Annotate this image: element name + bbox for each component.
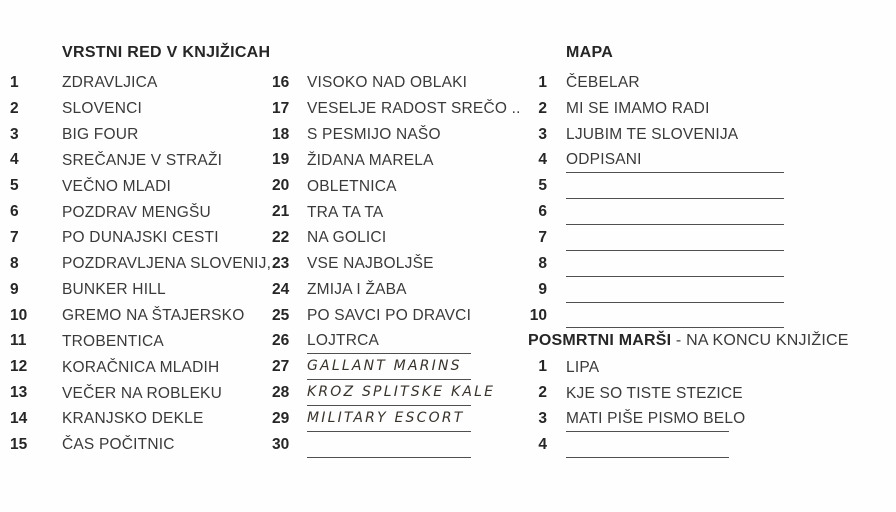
item-number: 16 [272,73,290,91]
item-text: OBLETNICA [307,177,397,195]
order-list-header: VRSTNI RED V KNJIŽICAH [62,44,271,61]
list-item [524,251,784,277]
list-item [524,277,784,303]
blank-line [566,173,784,199]
list-item [524,122,784,148]
item-number: 2 [10,99,19,117]
funeral-marches-header [528,329,849,355]
item-number: 8 [538,254,547,272]
item-text: LIPA [566,358,600,376]
list-item [272,406,521,432]
item-number: 4 [538,435,547,453]
list-item [524,406,746,432]
list-item [524,199,784,225]
list-item [10,148,271,174]
blank-line [566,432,729,458]
item-number: 2 [538,384,547,402]
item-number: 3 [538,125,547,143]
item-text: KJE SO TISTE STEZICE [566,384,743,402]
item-number: 8 [10,254,19,272]
item-number: 13 [10,384,28,402]
order-list-16-30 [272,70,521,458]
list-item [272,96,521,122]
list-item [10,251,271,277]
list-item [10,96,271,122]
blank-line [566,251,784,277]
list-item [10,173,271,199]
item-number: 14 [10,409,28,427]
item-number: 29 [272,409,290,427]
list-item [10,70,271,96]
item-number: 21 [272,203,290,221]
item-text: BUNKER HILL [62,281,166,299]
list-item [272,354,521,380]
item-text: GREMO NA ŠTAJERSKO [62,306,245,324]
item-number: 5 [10,177,19,195]
item-number: 19 [272,151,290,169]
item-text: ZMIJA I ŽABA [307,281,407,299]
list-item [272,173,521,199]
blank-line [566,199,784,225]
item-text: PO SAVCI PO DRAVCI [307,306,472,324]
list-item [272,70,521,96]
item-number: 6 [10,203,19,221]
item-number: 9 [10,280,19,298]
item-text: VSE NAJBOLJŠE [307,255,434,273]
item-number: 26 [272,332,290,350]
item-text: TRA TA TA [307,203,384,221]
item-number: 11 [10,332,27,350]
list-item [524,380,743,406]
item-number: 7 [10,228,19,246]
item-text: ZDRAVLJICA [62,74,158,92]
item-text: VEČNO MLADI [62,177,171,195]
item-text: VESELJE RADOST SREČO .. [307,100,521,118]
item-text: SLOVENCI [62,100,142,118]
blank-line [566,277,784,303]
item-text: PO DUNAJSKI CESTI [62,229,219,247]
item-text: KORAČNICA MLADIH [62,358,220,376]
list-item [272,251,521,277]
list-item [272,199,521,225]
list-item [10,328,271,354]
list-item [524,70,784,96]
item-text: LJUBIM TE SLOVENIJA [566,126,739,144]
item-text: POZDRAVLJENA SLOVENIJ, [62,255,272,273]
item-text: VISOKO NAD OBLAKI [307,74,468,92]
list-item [10,432,271,458]
list-item [10,380,271,406]
list-item [524,96,784,122]
item-text: KRANJSKO DEKLE [62,410,204,428]
item-number: 3 [538,410,547,427]
list-item [272,148,521,174]
item-number: 18 [272,125,290,143]
item-number: 27 [272,358,290,376]
item-number: 10 [10,306,28,324]
list-item [272,380,521,406]
item-number: 7 [538,228,547,246]
item-number: 1 [538,358,547,376]
list-item [272,328,521,354]
list-item [524,432,743,458]
map-list [524,70,784,328]
item-number: 3 [10,125,19,143]
item-number: 1 [538,73,547,91]
item-number: 28 [272,384,290,402]
item-number: 10 [529,306,547,324]
list-item [524,354,743,380]
list-item [10,122,271,148]
list-item [524,148,784,174]
list-item [10,277,271,303]
blank-line [307,432,471,458]
item-text: S PESMIJO NAŠO [307,126,441,144]
item-number: 1 [10,73,19,91]
item-number: 23 [272,254,290,272]
list-item [524,173,784,199]
item-text: VEČER NA ROBLEKU [62,384,222,402]
item-text: BIG FOUR [62,126,139,144]
item-number: 20 [272,177,290,195]
list-item [524,303,784,329]
blank-line [566,303,784,329]
item-number: 12 [10,358,28,376]
item-number: 17 [272,99,290,117]
list-item [10,225,271,251]
item-text-handwritten: KROZ SPLITSKE KALE [307,380,471,406]
list-item [272,432,521,458]
item-text: LOJTRCA [307,328,471,354]
item-text-handwritten: MILITARY ESCORT [307,406,471,432]
list-item [10,406,271,432]
item-text: TROBENTICA [62,332,164,350]
item-text: ŽIDANA MARELA [307,151,434,169]
item-number: 4 [538,151,547,169]
blank-line [566,225,784,251]
item-number: 24 [272,280,290,298]
list-item [272,225,521,251]
item-text: ODPISANI [566,148,784,174]
item-number: 6 [538,203,547,221]
list-item [272,122,521,148]
funeral-marches-header-bold: POSMRTNI MARŠI [528,332,672,350]
item-text: MATI PIŠE PISMO BELO [566,406,729,432]
funeral-marches-header-note: - NA KONCU KNJIŽICE [671,332,849,350]
item-text: MI SE IMAMO RADI [566,100,710,118]
item-text-handwritten: GALLANT MARINS [307,354,471,380]
map-header: MAPA [566,44,614,61]
item-number: 15 [10,435,28,453]
item-text: ČAS POČITNIC [62,436,175,454]
item-number: 2 [538,99,547,117]
list-item [272,277,521,303]
funeral-marches-list [524,354,746,457]
item-text: NA GOLICI [307,229,387,247]
list-item [10,303,271,329]
list-item [272,303,521,329]
item-number: 9 [538,280,547,298]
item-number: 5 [538,177,547,195]
item-number: 25 [272,306,290,324]
item-text: SREČANJE V STRAŽI [62,151,223,169]
list-item [10,354,271,380]
item-text: ČEBELAR [566,74,640,92]
item-number: 22 [272,228,290,246]
list-item [10,199,271,225]
item-number: 4 [10,151,19,169]
item-number: 30 [272,435,290,453]
order-list-1-15 [10,70,271,458]
list-item [524,225,784,251]
item-text: POZDRAV MENGŠU [62,203,211,221]
